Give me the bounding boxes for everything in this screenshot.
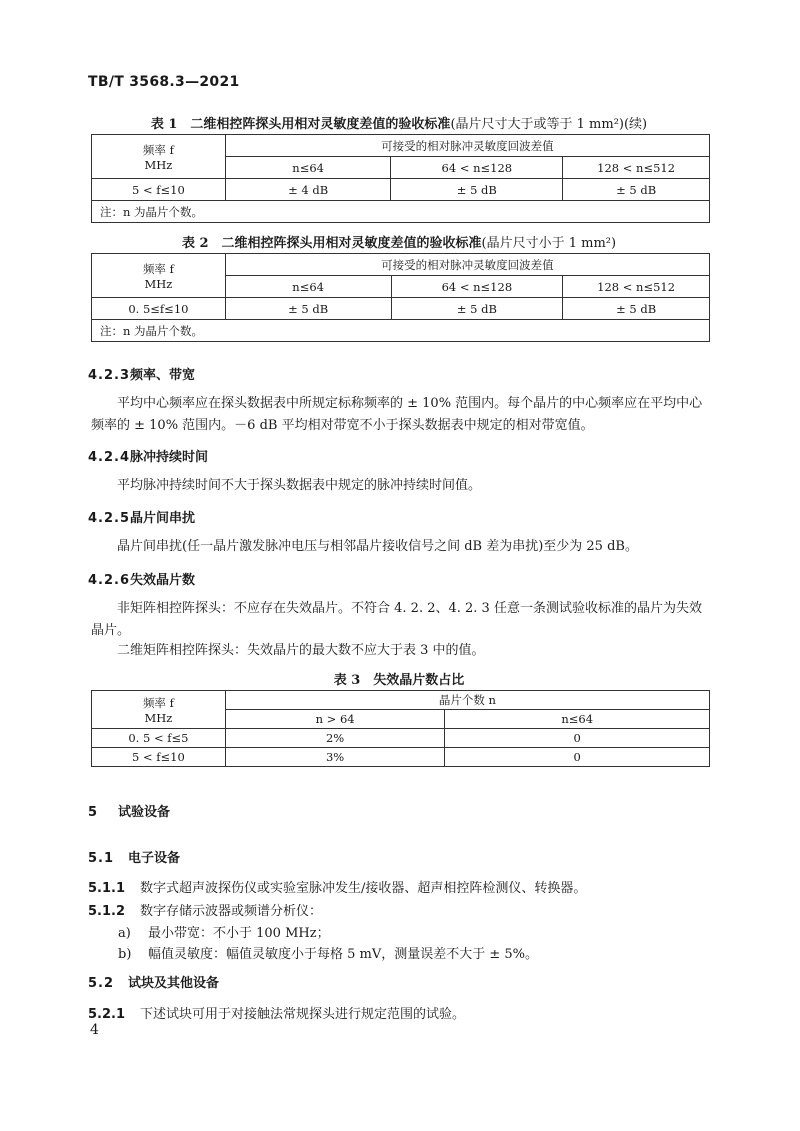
- table2-cell: ± 5 dB: [225, 298, 391, 320]
- section-text: 数字存储示波器或频谱分析仪：: [140, 904, 323, 919]
- table1-freq-cell: 5 < f≤10: [92, 179, 226, 201]
- table2-group-header: 可接受的相对脉冲灵敏度回波差值: [225, 254, 709, 276]
- table1-freq-header: [92, 135, 226, 179]
- section-4-2-6-text2: 二维矩阵相控阵探头：失效晶片的最大数不应大于表 3 中的值。: [117, 643, 485, 658]
- section-4-2-5-heading: [88, 507, 195, 526]
- section-text: 下述试块可用于对接触法常规探头进行规定范围的试验。: [140, 1007, 466, 1022]
- table2: [91, 253, 710, 342]
- table3-group-header: 晶片个数 n: [225, 691, 709, 710]
- section-title: 晶片间串扰: [130, 511, 196, 526]
- table2-col-header: 128 < n≤512: [563, 276, 710, 298]
- section-title: 试块及其他设备: [128, 976, 220, 991]
- section-text: 数字式超声波探伤仪或实验室脉冲发生/接收器、超声相控阵检测仪、转换器。: [140, 881, 587, 896]
- section-title: 试验设备: [118, 805, 171, 820]
- table1-note: 注：n 为晶片个数。: [92, 201, 710, 223]
- table3-freq-cell: 0. 5 < f≤5: [92, 729, 226, 748]
- table2-col-header: 64 < n≤128: [391, 276, 563, 298]
- section-4-2-6-heading: [88, 569, 195, 588]
- section-4-2-5-text: 晶片间串扰(任一晶片激发脉冲电压与相邻晶片接收信号之间 dB 差为串扰)至少为 25 dB。: [117, 539, 638, 554]
- table3-freq-label: 频率 f: [142, 695, 174, 710]
- section-number: 5.1.2: [88, 904, 126, 919]
- table2-freq-label: 频率 f: [142, 261, 174, 276]
- table3-col-header: n > 64: [225, 710, 445, 729]
- section-5-2-1: [88, 1003, 465, 1022]
- table3-cell: 0: [445, 748, 710, 767]
- page-number: 4: [90, 1022, 99, 1038]
- table1-freq-label: 频率 f: [142, 142, 174, 157]
- table-row: [92, 179, 710, 201]
- section-number: 5.1.1: [88, 881, 126, 896]
- section-number: 5: [88, 805, 99, 820]
- table1-cell: ± 4 dB: [225, 179, 391, 201]
- section-number: 4.2.3: [88, 368, 131, 383]
- table3-caption: 表 3 失效晶片数占比: [333, 673, 465, 688]
- table3-col-header: n≤64: [445, 710, 710, 729]
- list-item: [118, 943, 538, 962]
- section-5-1-heading: [88, 847, 180, 866]
- table1-cell: ± 5 dB: [391, 179, 563, 201]
- table1-col-header: 64 < n≤128: [391, 157, 563, 179]
- section-4-2-4-heading: [88, 446, 208, 465]
- table1-col-header: 128 < n≤512: [563, 157, 710, 179]
- table1-group-header: 可接受的相对脉冲灵敏度回波差值: [225, 135, 709, 157]
- table1-caption-suffix: (晶片尺寸大于或等于 1 mm²)(续): [450, 117, 648, 132]
- section-title: 电子设备: [128, 851, 181, 866]
- section-4-2-3-heading: [88, 364, 195, 383]
- table-row: [92, 748, 710, 767]
- table1-col-header: n≤64: [225, 157, 391, 179]
- section-number: 5.1: [88, 851, 115, 866]
- table2-caption: [88, 232, 710, 251]
- table3-cell: 2%: [225, 729, 445, 748]
- table3-freq-unit: MHz: [144, 710, 173, 725]
- table2-note: 注：n 为晶片个数。: [92, 320, 710, 342]
- table3-freq-header: [92, 691, 226, 729]
- list-item-label: b): [118, 947, 132, 962]
- table2-caption-title: 表 2 二维相控阵探头用相对灵敏度差值的验收标准: [181, 236, 482, 251]
- section-4-2-6-text1: 非矩阵相控阵探头：不应存在失效晶片。不符合 4. 2. 2、4. 2. 3 任意一条测试验收标准的晶片为失效晶片。: [91, 601, 702, 638]
- list-item-label: a): [118, 926, 131, 941]
- section-title: 频率、带宽: [130, 368, 196, 383]
- section-5-2-heading: [88, 972, 219, 991]
- table3: [91, 690, 710, 767]
- table1-freq-unit: MHz: [144, 157, 173, 172]
- table1-caption-title: 表 1 二维相控阵探头用相对灵敏度差值的验收标准: [150, 117, 451, 132]
- table2-cell: ± 5 dB: [563, 298, 710, 320]
- table1-caption: [88, 113, 710, 132]
- list-item-text: 最小带宽：不小于 100 MHz；: [148, 926, 330, 941]
- table3-cell: 3%: [225, 748, 445, 767]
- table-row: [92, 729, 710, 748]
- section-number: 5.2: [88, 976, 115, 991]
- table2-freq-cell: 0. 5≤f≤10: [92, 298, 226, 320]
- table2-col-header: n≤64: [225, 276, 391, 298]
- table2-freq-header: [92, 254, 226, 298]
- list-item: [118, 922, 330, 941]
- document-code: TB/T 3568.3—2021: [88, 74, 240, 90]
- section-number: 4.2.4: [88, 450, 131, 465]
- section-title: 失效晶片数: [130, 573, 196, 588]
- table2-caption-suffix: (晶片尺寸小于 1 mm²): [481, 236, 617, 251]
- section-5-1-1: [88, 877, 586, 896]
- table2-cell: ± 5 dB: [391, 298, 563, 320]
- section-5-1-2: [88, 900, 322, 919]
- section-number: 4.2.6: [88, 573, 131, 588]
- table1-cell: ± 5 dB: [563, 179, 710, 201]
- section-4-2-4-text: 平均脉冲持续时间不大于探头数据表中规定的脉冲持续时间值。: [117, 478, 482, 493]
- table1: [91, 134, 710, 223]
- list-item-text: 幅值灵敏度：幅值灵敏度小于每格 5 mV，测量误差不大于 ± 5%。: [148, 947, 539, 962]
- section-number: 5.2.1: [88, 1007, 126, 1022]
- section-title: 脉冲持续时间: [130, 450, 209, 465]
- section-4-2-3-text: 平均中心频率应在探头数据表中所规定标称频率的 ± 10% 范围内。每个晶片的中心频率应在平均中心频率的 ± 10% 范围内。－6 dB 平均相对带宽不小于探头数据表中规定的相对带宽值。: [91, 396, 703, 433]
- table-row: [92, 298, 710, 320]
- table2-freq-unit: MHz: [144, 276, 173, 291]
- section-number: 4.2.5: [88, 511, 131, 526]
- table3-cell: 0: [445, 729, 710, 748]
- section-5-heading: [88, 801, 170, 820]
- table3-freq-cell: 5 < f≤10: [92, 748, 226, 767]
